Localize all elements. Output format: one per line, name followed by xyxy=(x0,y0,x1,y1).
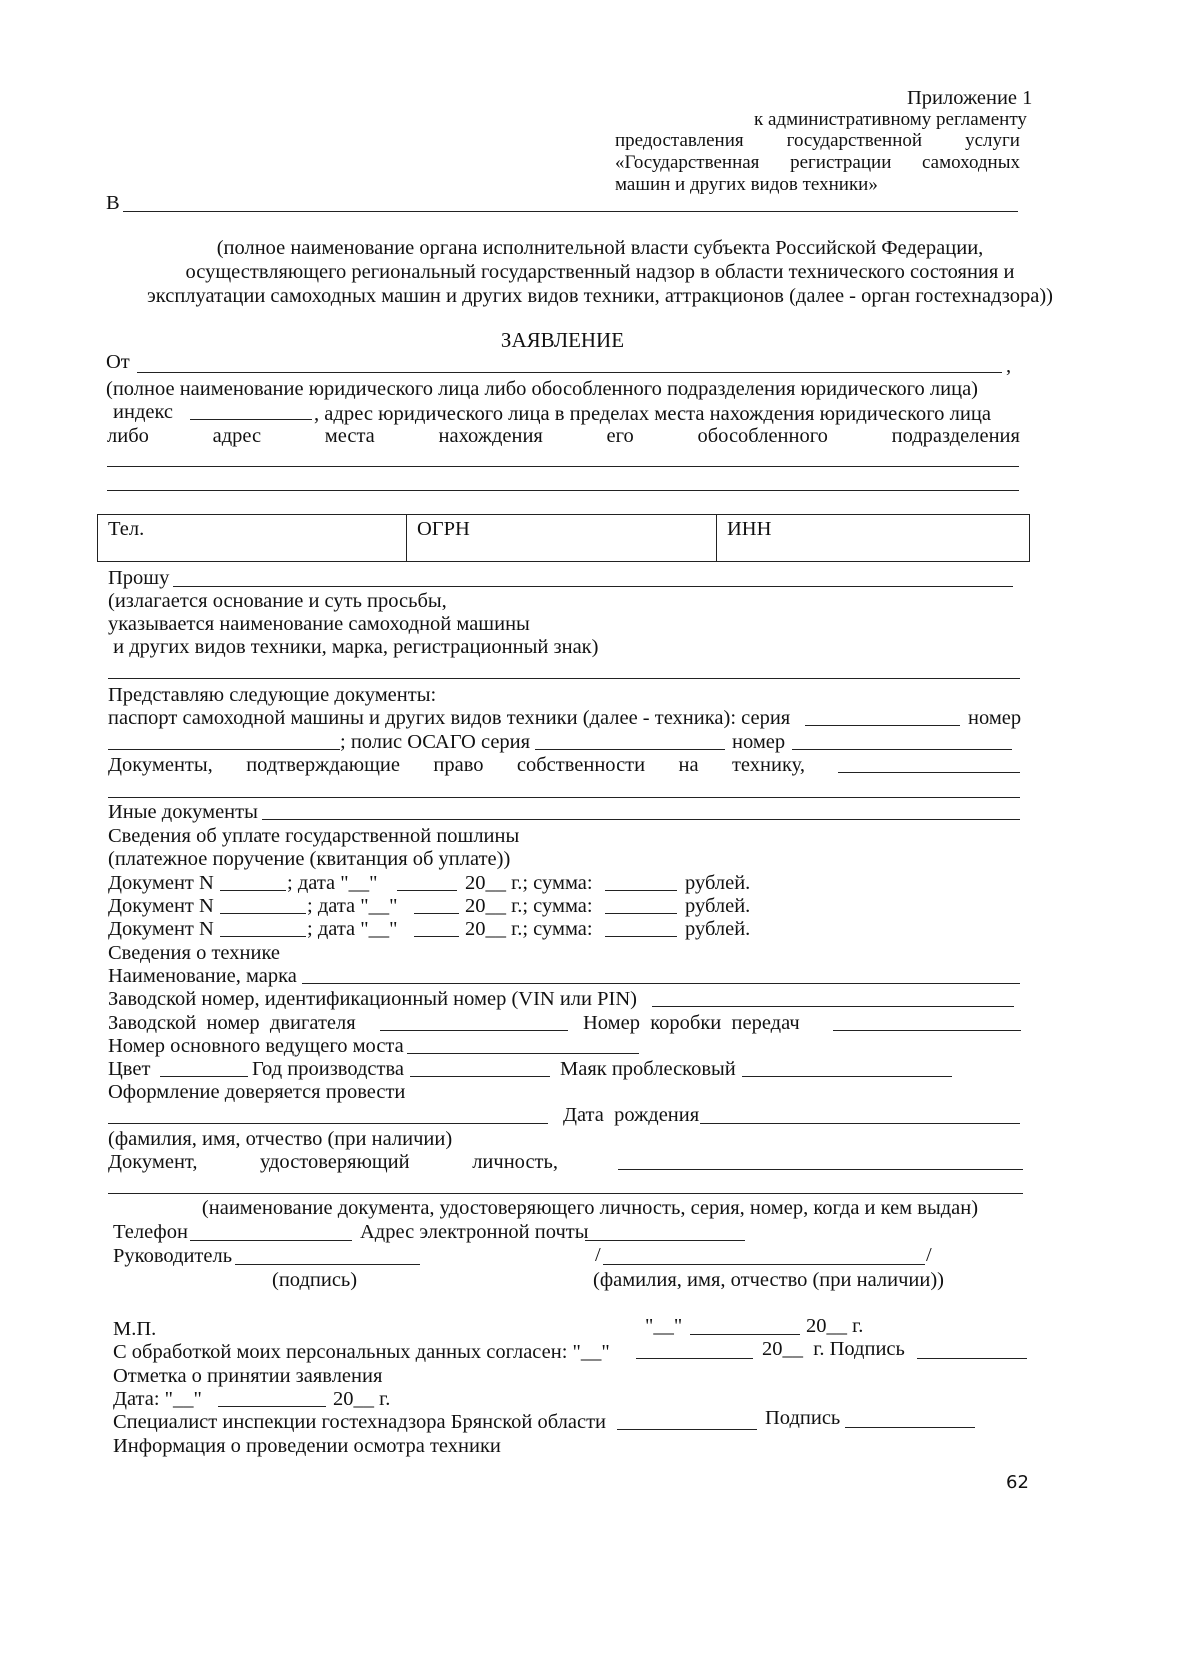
payment-subheading: (платежное поручение (квитанция об уплате)) xyxy=(108,848,511,870)
payment-date-2: ; дата "__" xyxy=(307,895,398,917)
year-label: Год производства xyxy=(252,1058,404,1080)
document-title: ЗАЯВЛЕНИЕ xyxy=(500,328,625,352)
other-docs-field[interactable] xyxy=(262,819,1020,820)
payment-date-1: ; дата "__" xyxy=(287,872,378,894)
email-field[interactable] xyxy=(585,1240,745,1241)
phone-field[interactable] xyxy=(190,1240,352,1241)
consent-month-field[interactable] xyxy=(636,1358,753,1359)
payment-date-3: ; дата "__" xyxy=(307,918,398,940)
address-field-1[interactable] xyxy=(107,466,1019,467)
vin-label: Заводской номер, идентификационный номер (VIN или PIN) xyxy=(108,988,637,1010)
request-field-2[interactable] xyxy=(108,678,1020,679)
ownership-field-2[interactable] xyxy=(108,797,1020,798)
payment-sum-1-field[interactable] xyxy=(605,890,677,891)
engine-number-label: Заводской номер двигателя xyxy=(108,1012,356,1034)
passport-series-field[interactable] xyxy=(805,725,960,726)
documents-heading: Представляю следующие документы: xyxy=(108,684,437,706)
request-field[interactable] xyxy=(173,586,1013,587)
address-field-2[interactable] xyxy=(107,490,1019,491)
applicant-caption: (полное наименование юридического лица либо обособленного подразделения юридического лица) xyxy=(106,378,978,400)
axle-number-label: Номер основного ведущего моста xyxy=(108,1035,404,1057)
passport-number-field[interactable] xyxy=(108,749,340,750)
index-label: индекс xyxy=(113,401,174,423)
payment-year-1: 20__ г.; сумма: xyxy=(465,872,593,894)
entrusted-label: Оформление доверяется провести xyxy=(108,1081,406,1103)
consent-year: 20__ г. Подпись xyxy=(762,1338,905,1360)
acceptance-date-label: Дата: "__" xyxy=(113,1388,202,1410)
table-divider-1 xyxy=(406,514,407,562)
payment-rub-1: рублей. xyxy=(685,872,751,894)
payment-doc-2: Документ N xyxy=(108,895,214,917)
osago-number-label: номер xyxy=(732,731,786,753)
request-label: Прошу xyxy=(108,567,170,589)
payment-rub-2: рублей. xyxy=(685,895,751,917)
beacon-field[interactable] xyxy=(742,1076,952,1077)
inspection-label: Информация о проведении осмотра техники xyxy=(113,1435,501,1457)
osago-label: ; полис ОСАГО серия xyxy=(340,731,531,753)
contacts-table xyxy=(97,514,1030,562)
stamp-label: М.П. xyxy=(113,1318,157,1340)
ownership-label: Документы, подтверждающие право собственности на технику, xyxy=(108,754,805,776)
beacon-label: Маяк проблесковый xyxy=(560,1058,736,1080)
specialist-label: Специалист инспекции гостехнадзора Брянской области xyxy=(113,1411,607,1433)
head-label: Руководитель xyxy=(113,1245,233,1267)
osago-number-field[interactable] xyxy=(792,749,1012,750)
color-label: Цвет xyxy=(108,1058,151,1080)
payment-doc-1: Документ N xyxy=(108,872,214,894)
inn-cell-label: ИНН xyxy=(727,518,772,540)
email-label: Адрес электронной почты xyxy=(360,1221,589,1243)
fio-caption: (фамилия, имя, отчество (при наличии) xyxy=(108,1128,453,1150)
addressee-field[interactable] xyxy=(123,211,1018,212)
date-year: 20__ г. xyxy=(806,1315,864,1337)
payment-heading: Сведения об уплате государственной пошлины xyxy=(108,825,520,847)
slash-right: / xyxy=(926,1244,932,1266)
engine-number-field[interactable] xyxy=(380,1030,568,1031)
payment-sum-2-field[interactable] xyxy=(605,913,677,914)
dob-label: Дата рождения xyxy=(563,1104,700,1126)
tech-heading: Сведения о технике xyxy=(108,942,280,964)
head-fio-field[interactable] xyxy=(603,1264,925,1265)
ogrn-cell-label: ОГРН xyxy=(417,518,470,540)
id-doc-label: Документ, удостоверяющий личность, xyxy=(108,1151,558,1173)
acceptance-label: Отметка о принятии заявления xyxy=(113,1365,383,1387)
head-fio-caption: (фамилия, имя, отчество (при наличии)) xyxy=(593,1269,944,1291)
payment-sum-3-field[interactable] xyxy=(605,936,677,937)
trustee-name-field[interactable] xyxy=(108,1123,548,1124)
index-field[interactable] xyxy=(190,419,312,420)
acceptance-month-field[interactable] xyxy=(218,1406,326,1407)
payment-date-3-field[interactable] xyxy=(414,936,459,937)
request-caption-1: (излагается основание и суть просьбы, xyxy=(108,590,447,612)
passport-label: паспорт самоходной машины и других видов техники (далее - техника): серия xyxy=(108,707,791,729)
payment-doc-3: Документ N xyxy=(108,918,214,940)
year-field[interactable] xyxy=(410,1076,550,1077)
payment-doc-1-number[interactable] xyxy=(220,890,286,891)
phone-cell-label: Тел. xyxy=(108,518,145,540)
addressee-prefix: В xyxy=(106,192,120,214)
slash-left: / xyxy=(595,1244,601,1266)
payment-date-1-field[interactable] xyxy=(397,890,457,891)
specialist-sign-label: Подпись xyxy=(765,1407,841,1429)
request-caption-3: и других видов техники, марка, регистрационный знак) xyxy=(108,636,599,658)
request-caption-2: указывается наименование самоходной машины xyxy=(108,613,530,635)
address-line-2: либо адрес места нахождения его обособленного подразделения xyxy=(107,425,1020,447)
appendix-label: Приложение 1 xyxy=(907,87,1033,109)
header-line-4: «Государственная регистрации самоходных xyxy=(615,152,1020,173)
id-doc-field-2[interactable] xyxy=(108,1193,1023,1194)
other-docs-label: Иные документы xyxy=(108,801,258,823)
vin-field[interactable] xyxy=(652,1006,1014,1007)
header-line-2: к административному регламенту xyxy=(754,109,1027,130)
signature-caption: (подпись) xyxy=(272,1269,358,1291)
addressee-caption-2: осуществляющего региональный государственный надзор в области технического состояния и xyxy=(185,261,1015,283)
addressee-caption-1: (полное наименование органа исполнительной власти субъекта Российской Федерации, xyxy=(216,237,984,259)
head-signature-field[interactable] xyxy=(235,1264,420,1265)
applicant-comma: , xyxy=(1006,355,1012,377)
payment-year-3: 20__ г.; сумма: xyxy=(465,918,593,940)
payment-date-2-field[interactable] xyxy=(414,913,459,914)
specialist-signature-field[interactable] xyxy=(845,1427,975,1428)
payment-year-2: 20__ г.; сумма: xyxy=(465,895,593,917)
consent-signature-field[interactable] xyxy=(917,1358,1027,1359)
page-number: 62 xyxy=(1006,1472,1029,1493)
tech-name-field[interactable] xyxy=(302,983,1020,984)
acceptance-year: 20__ г. xyxy=(333,1388,391,1410)
gearbox-number-field[interactable] xyxy=(833,1030,1021,1031)
passport-number-label: номер xyxy=(968,707,1022,729)
addressee-caption-3: эксплуатации самоходных машин и других видов техники, аттракционов (далее - орган гостехнадзора)) xyxy=(146,285,1054,307)
specialist-name-field[interactable] xyxy=(617,1429,757,1430)
phone-label: Телефон xyxy=(113,1221,188,1243)
color-field[interactable] xyxy=(160,1076,248,1077)
consent-label: С обработкой моих персональных данных согласен: "__" xyxy=(113,1341,610,1363)
id-doc-field[interactable] xyxy=(618,1169,1023,1170)
date-month-field[interactable] xyxy=(690,1334,800,1335)
osago-series-field[interactable] xyxy=(535,749,725,750)
gearbox-number-label: Номер коробки передач xyxy=(583,1012,800,1034)
axle-number-field[interactable] xyxy=(407,1053,639,1054)
address-line-1: , адрес юридического лица в пределах места нахождения юридического лица xyxy=(314,403,992,425)
tech-name-label: Наименование, марка xyxy=(108,965,297,987)
payment-rub-3: рублей. xyxy=(685,918,751,940)
applicant-name-field[interactable] xyxy=(137,372,1002,373)
id-doc-caption: (наименование документа, удостоверяющего личность, серия, номер, когда и кем выдан) xyxy=(201,1197,979,1219)
payment-doc-2-number[interactable] xyxy=(220,913,306,914)
header-line-5: машин и других видов техники» xyxy=(615,174,878,195)
table-divider-2 xyxy=(716,514,717,562)
dob-field[interactable] xyxy=(700,1123,1020,1124)
from-label: От xyxy=(106,351,130,373)
header-line-3: предоставления государственной услуги xyxy=(615,130,1020,151)
payment-doc-3-number[interactable] xyxy=(220,936,306,937)
date-quote: "__" xyxy=(645,1315,683,1337)
ownership-field[interactable] xyxy=(838,772,1020,773)
